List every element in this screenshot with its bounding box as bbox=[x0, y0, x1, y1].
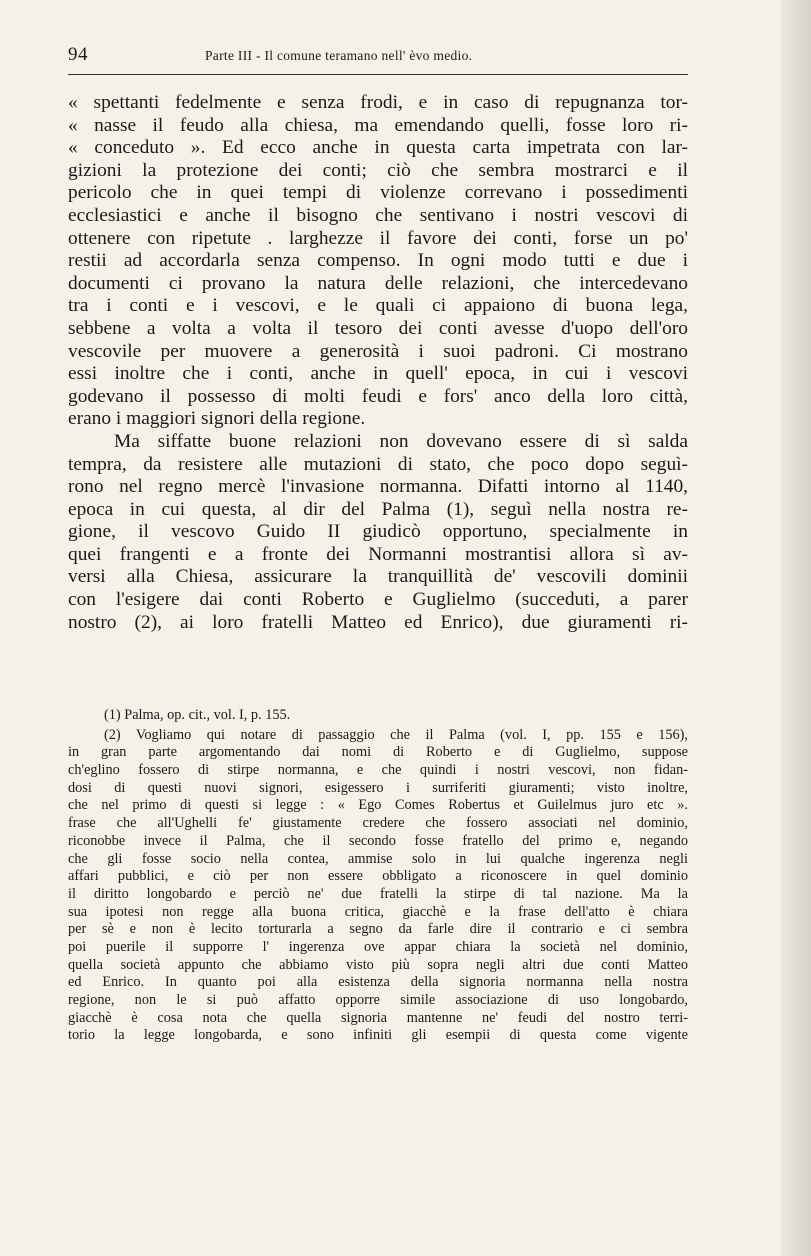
body-line: ecclesiastici e anche il bisogno che sentivano i nostri vescovi di bbox=[68, 204, 688, 226]
body-line: « nasse il feudo alla chiesa, ma emendando quelli, fosse loro ri- bbox=[68, 114, 688, 136]
body-line: nostro (2), ai loro fratelli Matteo ed Enrico), due giuramenti ri- bbox=[68, 611, 688, 633]
footnote-line: che nel primo di questi si legge : « Ego Comes Robertus et Guilelmus juro etc ». bbox=[68, 797, 688, 814]
footnote-line: riconobbe invece il Palma, che il secondo fosse fratello del primo e, negando bbox=[68, 832, 688, 849]
body-line: ottenere con ripetute . larghezze il favore dei conti, forse un po' bbox=[68, 227, 688, 249]
footnotes bbox=[68, 707, 688, 1045]
footnote-line: torio la legge longobarda, e sono infiniti gli esempii di questa come vigente bbox=[68, 1027, 688, 1044]
footnote-line: regione, non le si può affatto opporre simile associazione di uso longobardo, bbox=[68, 992, 688, 1008]
body-line: tempra, da resistere alle mutazioni di stato, che poco dopo seguì- bbox=[68, 453, 688, 475]
body-line: con l'esigere dai conti Roberto e Guglielmo (succeduti, a parer bbox=[68, 589, 688, 611]
footnote-line: (2) Vogliamo qui notare di passaggio che il Palma (vol. I, pp. 155 e 156), bbox=[104, 726, 688, 743]
footnote-line: che gli fosse socio nella contea, ammise solo in lui qualche ingerenza negli bbox=[68, 850, 688, 867]
footnote-line: ed Enrico. In quanto poi alla esistenza della signoria normanna nella nostra bbox=[68, 974, 688, 991]
body-line: quei frangenti e a fronte dei Normanni mostrantisi allora sì av- bbox=[68, 543, 688, 565]
body-line: erano i maggiori signori della regione. bbox=[68, 408, 366, 430]
body-line: pericolo che in quei tempi di violenze correvano i possedimenti bbox=[68, 182, 688, 204]
body-line: vescovile per muovere a generosità i suoi padroni. Ci mostrano bbox=[68, 340, 688, 362]
footnote-line: quella società appunto che abbiamo visto più sopra negli altri due conti Matteo bbox=[68, 956, 688, 973]
body-line: documenti ci provano la natura delle relazioni, che intercedevano bbox=[68, 272, 688, 294]
footnote-line: ch'eglino fossero di stirpe normanna, e che quindi i nostri vescovi, non fidan- bbox=[68, 762, 688, 779]
body-line: rono nel regno mercè l'invasione normanna. Difatti intorno al 1140, bbox=[68, 476, 688, 498]
footnote-line: dosi di questi nuovi signori, esigessero i surriferiti giuramenti; visto inoltre, bbox=[68, 779, 688, 796]
body-text bbox=[68, 92, 688, 634]
running-head: Parte III - Il comune teramano nell' èvo medio. bbox=[205, 48, 473, 63]
body-line: « spettanti fedelmente e senza frodi, e in caso di repugnanza tor- bbox=[68, 92, 688, 113]
header-rule bbox=[68, 74, 688, 75]
body-line: godevano il possesso di molti feudi e fors' anco della loro città, bbox=[68, 385, 688, 407]
body-line: « conceduto ». Ed ecco anche in questa carta impetrata con lar- bbox=[68, 137, 688, 159]
page-header bbox=[68, 44, 688, 74]
page-number: 94 bbox=[68, 44, 88, 65]
footnote-line: il diritto longobardo e perciò ne' due fratelli la stirpe di tal nazione. Ma la bbox=[68, 885, 688, 902]
body-line: versi alla Chiesa, assicurare la tranquillità de' vescovili dominii bbox=[68, 566, 688, 588]
body-line: tra i conti e i vescovi, e le quali ci appaiono di buona lega, bbox=[68, 295, 688, 317]
body-line: gione, il vescovo Guido II giudicò opportuno, specialmente in bbox=[68, 521, 688, 543]
footnote-line: poi puerile il supporre l' ingerenza ove appar chiara la società nel dominio, bbox=[68, 938, 688, 955]
body-line: essi inoltre che i conti, anche in quell' epoca, in cui i vescovi bbox=[68, 363, 688, 385]
footnote-line: sua ipotesi non regge alla buona critica, giacchè e la frase dell'atto è chiara bbox=[68, 903, 688, 920]
footnote-line: affari pubblici, e ciò per non essere obbligato a riconoscere in quel dominio bbox=[68, 868, 688, 885]
body-line: restii ad accordarla senza compenso. In ogni modo tutti e due i bbox=[68, 250, 688, 272]
footnote-line: per sè e non è lecito torturarla a segno da farle dire il contrario e ci sembra bbox=[68, 921, 688, 938]
body-line: sebbene a volta a volta il tesoro dei conti avesse d'uopo dell'oro bbox=[68, 317, 688, 339]
body-line: epoca in cui questa, al dir del Palma (1), seguì nella nostra re- bbox=[68, 498, 688, 520]
page-edge bbox=[781, 0, 811, 1256]
footnote-line: giacchè è cosa nota che quella signoria mantenne ne' feudi del nostro terri- bbox=[68, 1009, 688, 1026]
footnote-line: in gran parte argomentando dai nomi di Roberto e di Guglielmo, suppose bbox=[68, 744, 688, 761]
footnote-line: frase che all'Ughelli fe' giustamente credere che fossero associati nel dominio, bbox=[68, 815, 688, 832]
footnote-line: (1) Palma, op. cit., vol. I, p. 155. bbox=[104, 707, 291, 723]
body-line: gizioni la protezione dei conti; ciò che sembra mostrarci e il bbox=[68, 159, 688, 181]
body-line: Ma siffatte buone relazioni non dovevano essere di sì salda bbox=[114, 430, 688, 452]
